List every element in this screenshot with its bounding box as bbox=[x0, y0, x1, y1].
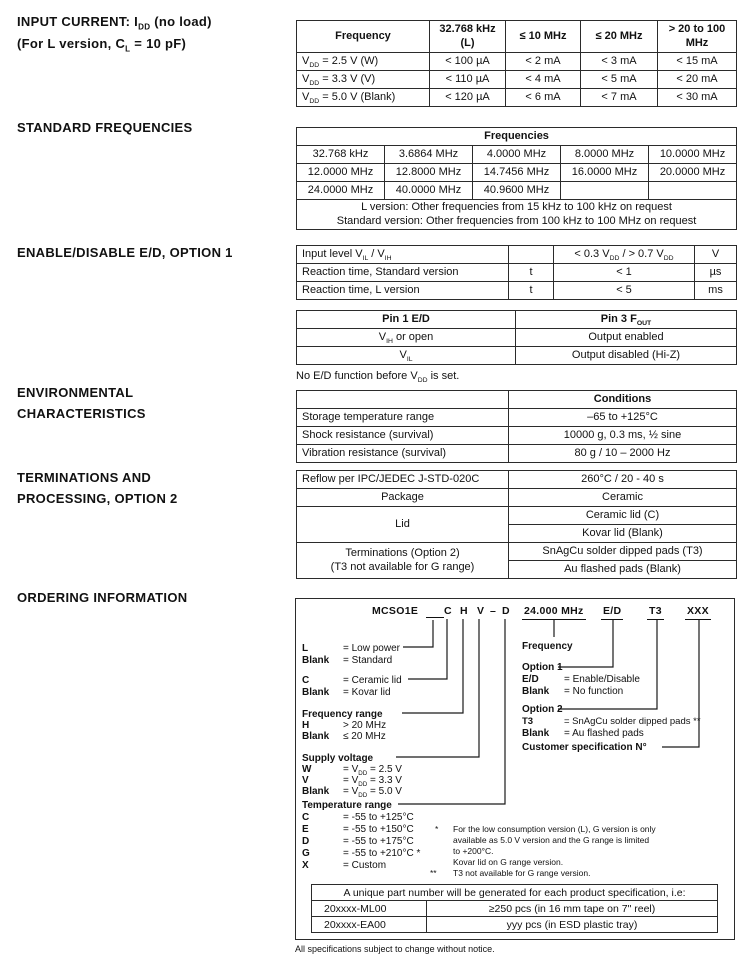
cell: < 100 µA bbox=[430, 53, 506, 71]
value-cell: Ceramic bbox=[509, 489, 737, 507]
table-row bbox=[297, 246, 737, 264]
terminations-heading-line1: TERMINATIONS AND bbox=[17, 470, 152, 485]
column-header: 32.768 kHz (L) bbox=[430, 21, 506, 53]
legend-supply-blank bbox=[302, 786, 402, 797]
row-label: Shock resistance (survival) bbox=[297, 427, 509, 445]
part-code-letter-d: D bbox=[502, 605, 510, 617]
terminations-heading-line2: PROCESSING, OPTION 2 bbox=[17, 491, 178, 506]
supply-voltage-header: Supply voltage bbox=[302, 753, 374, 764]
value-cell: Kovar lid (Blank) bbox=[509, 525, 737, 543]
frequency-cell: 14.7456 MHz bbox=[473, 164, 561, 182]
frequencies-note-cell bbox=[297, 200, 737, 230]
legend-value: ≤ 20 MHz bbox=[343, 731, 386, 742]
legend-key: C bbox=[302, 812, 310, 823]
frequency-label: Frequency bbox=[522, 641, 573, 652]
terminations-table bbox=[296, 470, 737, 579]
legend-option2-blank bbox=[522, 728, 644, 739]
row-label bbox=[297, 543, 509, 579]
part-number-cell: 20xxxx-ML00 bbox=[312, 901, 427, 917]
part-code-model: MCSO1E bbox=[372, 605, 419, 617]
legend-value: = No function bbox=[564, 686, 624, 697]
value-cell: –65 to +125°C bbox=[509, 409, 737, 427]
part-code-option2: T3 bbox=[647, 605, 664, 620]
legend-key: Blank bbox=[302, 786, 330, 797]
cell: < 4 mA bbox=[506, 71, 581, 89]
table-row bbox=[297, 329, 737, 347]
legend-key: W bbox=[302, 764, 312, 775]
unit-cell: µs bbox=[695, 264, 737, 282]
part-code-frequency: 24.000 MHz bbox=[522, 605, 586, 620]
legend-temp-c bbox=[302, 812, 414, 823]
row-label: Reaction time, L version bbox=[297, 282, 509, 300]
table-row bbox=[297, 427, 737, 445]
table-row bbox=[312, 917, 718, 933]
column-header: ≤ 10 MHz bbox=[506, 21, 581, 53]
ordering-information-heading: ORDERING INFORMATION bbox=[17, 590, 188, 605]
frequency-cell: 20.0000 MHz bbox=[649, 164, 737, 182]
legend-value: = -55 to +210°C * bbox=[343, 848, 421, 859]
legend-key: Blank bbox=[522, 686, 550, 697]
legend-value: = Custom bbox=[343, 860, 387, 871]
footnote-line: T3 not available for G range version. bbox=[453, 868, 591, 878]
legend-option1-ed bbox=[522, 674, 640, 685]
cell: < 120 µA bbox=[430, 89, 506, 107]
frequency-cell bbox=[561, 182, 649, 200]
legend-value: = Au flashed pads bbox=[564, 728, 644, 739]
legend-value: = $V_{DD} = 2.5$ V bbox=[343, 764, 402, 777]
footer-disclaimer: All specifications subject to change without notice. bbox=[295, 944, 495, 954]
cell: < 110 µA bbox=[430, 71, 506, 89]
cell: < 2 mA bbox=[506, 53, 581, 71]
legend-freq-h bbox=[302, 720, 386, 731]
frequency-cell bbox=[649, 182, 737, 200]
table-title: Frequencies bbox=[297, 128, 737, 146]
frequency-cell: 3.6864 MHz bbox=[385, 146, 473, 164]
legend-temp-d bbox=[302, 836, 414, 847]
legend-value: = -55 to +125°C bbox=[343, 812, 414, 823]
legend-key: X bbox=[302, 860, 309, 871]
row-label: Package bbox=[297, 489, 509, 507]
cell: < 5 mA bbox=[581, 71, 658, 89]
legend-value: = $V_{DD} = 3.3$ V bbox=[343, 775, 402, 788]
frequency-range-header: Frequency range bbox=[302, 709, 383, 720]
row-label: $V_{DD} = 5.0$ V (Blank) bbox=[297, 89, 430, 107]
footnote-line: to +200°C. bbox=[453, 846, 494, 856]
footnote-line: Kovar lid on G range version. bbox=[453, 857, 564, 867]
part-code-customer: XXX bbox=[685, 605, 711, 620]
legend-temp-x bbox=[302, 860, 386, 871]
frequency-cell: 24.0000 MHz bbox=[297, 182, 385, 200]
value-cell: < 5 bbox=[554, 282, 695, 300]
customer-specification-label: Customer specification N° bbox=[522, 742, 647, 753]
table-row bbox=[297, 471, 737, 489]
cell: < 3 mA bbox=[581, 53, 658, 71]
legend-value: = Low power bbox=[343, 643, 400, 654]
cell: < 30 mA bbox=[658, 89, 737, 107]
table-row bbox=[297, 182, 737, 200]
footnote-marker-2: ** bbox=[430, 868, 437, 878]
value-cell: < 1 bbox=[554, 264, 695, 282]
unit-cell: V bbox=[695, 246, 737, 264]
frequency-cell: 8.0000 MHz bbox=[561, 146, 649, 164]
part-code-option1: E/D bbox=[601, 605, 623, 620]
row-label: Reflow per IPC/JEDEC J-STD-020C bbox=[297, 471, 509, 489]
option2-header: Option 2 bbox=[522, 704, 563, 715]
cell: $V_{IH}$ or open bbox=[297, 329, 516, 347]
frequency-cell: 4.0000 MHz bbox=[473, 146, 561, 164]
part-number-cell: 20xxxx-EA00 bbox=[312, 917, 427, 933]
column-header: ≤ 20 MHz bbox=[581, 21, 658, 53]
frequency-cell: 12.0000 MHz bbox=[297, 164, 385, 182]
frequency-cell: 32.768 kHz bbox=[297, 146, 385, 164]
terminations-label-line1: Terminations (Option 2) bbox=[345, 547, 460, 560]
legend-value: = SnAgCu solder dipped pads ** bbox=[564, 716, 701, 727]
cell: Output enabled bbox=[516, 329, 737, 347]
legend-value: = Enable/Disable bbox=[564, 674, 640, 685]
legend-low-power bbox=[302, 643, 400, 654]
column-header: Pin 3 $F_{OUT}$ bbox=[516, 311, 737, 329]
terminations-label-line2: (T3 not available for G range) bbox=[330, 560, 475, 573]
row-label: Vibration resistance (survival) bbox=[297, 445, 509, 463]
frequency-cell: 16.0000 MHz bbox=[561, 164, 649, 182]
legend-key: L bbox=[302, 643, 309, 654]
legend-supply-w bbox=[302, 764, 402, 775]
legend-value: = $V_{DD} = 5.0$ V bbox=[343, 786, 402, 799]
environmental-heading-line2: CHARACTERISTICS bbox=[17, 406, 146, 421]
temperature-range-header: Temperature range bbox=[302, 800, 392, 811]
frequency-cell: 10.0000 MHz bbox=[649, 146, 737, 164]
legend-temp-e bbox=[302, 824, 414, 835]
frequencies-note-line2: Standard version: Other frequencies from 100 kHz to 100 MHz on request bbox=[336, 214, 697, 227]
legend-value: = Kovar lid bbox=[343, 687, 391, 698]
legend-key: Blank bbox=[302, 731, 330, 742]
frequencies-note-line1: L version: Other frequencies from 15 kHz to 100 kHz on request bbox=[361, 201, 672, 214]
enable-disable-heading: ENABLE/DISABLE E/D, OPTION 1 bbox=[17, 245, 233, 260]
legend-kovar-lid bbox=[302, 687, 391, 698]
ed-function-note: No E/D function before $V_{DD}$ is set. bbox=[296, 370, 460, 385]
row-label: Lid bbox=[297, 507, 509, 543]
cell: < 20 mA bbox=[658, 71, 737, 89]
legend-key: H bbox=[302, 720, 310, 731]
column-header: Conditions bbox=[509, 391, 737, 409]
input-current-heading-line1: INPUT CURRENT: $I_{DD}$ (no load) bbox=[17, 14, 212, 32]
legend-key: C bbox=[302, 675, 310, 686]
cell: $V_{IL}$ bbox=[297, 347, 516, 365]
symbol-cell: t bbox=[509, 282, 554, 300]
footnote-line: For the low consumption version (L), G version is only bbox=[453, 824, 656, 834]
value-cell: 10000 g, 0.3 ms, ½ sine bbox=[509, 427, 737, 445]
part-qty-cell: yyy pcs (in ESD plastic tray) bbox=[427, 917, 718, 933]
empty-header bbox=[297, 391, 509, 409]
cell: < 6 mA bbox=[506, 89, 581, 107]
value-cell: Ceramic lid (C) bbox=[509, 507, 737, 525]
legend-standard bbox=[302, 655, 392, 666]
ordering-diagram bbox=[295, 598, 735, 940]
legend-option1-blank bbox=[522, 686, 623, 697]
part-code-letter-h: H bbox=[460, 605, 468, 617]
value-cell: SnAgCu solder dipped pads (T3) bbox=[509, 543, 737, 561]
symbol-cell: t bbox=[509, 264, 554, 282]
row-label: $V_{DD} = 2.5$ V (W) bbox=[297, 53, 430, 71]
cell: Output disabled (Hi-Z) bbox=[516, 347, 737, 365]
legend-value: = -55 to +150°C bbox=[343, 824, 414, 835]
table-row bbox=[297, 264, 737, 282]
legend-value: = Ceramic lid bbox=[343, 675, 402, 686]
table-row bbox=[297, 347, 737, 365]
value-cell: 260°C / 20 - 40 s bbox=[509, 471, 737, 489]
table-row bbox=[297, 543, 737, 561]
legend-key: D bbox=[302, 836, 310, 847]
legend-supply-v bbox=[302, 775, 402, 786]
table-row bbox=[297, 89, 737, 107]
value-cell: < 0.3 $V_{DD}$ / > 0.7 $V_{DD}$ bbox=[554, 246, 695, 264]
frequency-cell: 40.0000 MHz bbox=[385, 182, 473, 200]
footnote-line: available as 5.0 V version and the G range is limited bbox=[453, 835, 650, 845]
table-row bbox=[297, 164, 737, 182]
standard-frequencies-heading: STANDARD FREQUENCIES bbox=[17, 120, 193, 135]
value-cell: 80 g / 10 – 2000 Hz bbox=[509, 445, 737, 463]
legend-value: = Standard bbox=[343, 655, 393, 666]
frequencies-table bbox=[296, 127, 737, 230]
legend-temp-g bbox=[302, 848, 420, 859]
pin-function-table bbox=[296, 310, 737, 365]
column-header: Frequency bbox=[297, 21, 430, 53]
input-current-heading-line2: (For L version, $C_L = 10$ pF) bbox=[17, 36, 187, 54]
footnote-marker-1: * bbox=[435, 824, 439, 834]
legend-option2-t3 bbox=[522, 716, 701, 727]
legend-value: > 20 MHz bbox=[343, 720, 387, 731]
row-label: Reaction time, Standard version bbox=[297, 264, 509, 282]
option1-header: Option 1 bbox=[522, 662, 563, 673]
table-row bbox=[312, 901, 718, 917]
column-header: > 20 to 100 MHz bbox=[658, 21, 737, 53]
table-row bbox=[297, 489, 737, 507]
frequency-cell: 12.8000 MHz bbox=[385, 164, 473, 182]
environmental-heading-line1: ENVIRONMENTAL bbox=[17, 385, 134, 400]
legend-key: E bbox=[302, 824, 309, 835]
part-qty-cell: ≥250 pcs (in 16 mm tape on 7" reel) bbox=[427, 901, 718, 917]
unit-cell: ms bbox=[695, 282, 737, 300]
table-row bbox=[297, 53, 737, 71]
legend-key: T3 bbox=[522, 716, 534, 727]
legend-key: Blank bbox=[302, 687, 330, 698]
table-row bbox=[297, 409, 737, 427]
row-label: $V_{DD} = 3.3$ V (V) bbox=[297, 71, 430, 89]
frequency-cell: 40.9600 MHz bbox=[473, 182, 561, 200]
cell: < 15 mA bbox=[658, 53, 737, 71]
legend-key: E/D bbox=[522, 674, 539, 685]
table-row bbox=[297, 71, 737, 89]
symbol-cell bbox=[509, 246, 554, 264]
legend-ceramic-lid bbox=[302, 675, 402, 686]
part-number-table bbox=[311, 884, 718, 933]
part-code-letter-v: V bbox=[477, 605, 485, 617]
row-label: Input level $V_{IL} / V_{IH}$ bbox=[297, 246, 509, 264]
part-code-letter-c: C bbox=[444, 605, 452, 617]
legend-key: G bbox=[302, 848, 310, 859]
cell: < 7 mA bbox=[581, 89, 658, 107]
table-row bbox=[297, 282, 737, 300]
legend-value: = -55 to +175°C bbox=[343, 836, 414, 847]
column-header: Pin 1 E/D bbox=[297, 311, 516, 329]
part-code-dash: – bbox=[490, 605, 497, 617]
table-row bbox=[297, 445, 737, 463]
legend-key: V bbox=[302, 775, 309, 786]
table-row bbox=[297, 146, 737, 164]
input-current-table bbox=[296, 20, 737, 107]
table-row bbox=[297, 507, 737, 525]
legend-key: Blank bbox=[302, 655, 330, 666]
part-code-blank-underline bbox=[426, 605, 444, 618]
row-label: Storage temperature range bbox=[297, 409, 509, 427]
enable-disable-spec-table bbox=[296, 245, 737, 300]
environmental-table bbox=[296, 390, 737, 463]
legend-key: Blank bbox=[522, 728, 550, 739]
legend-freq-blank bbox=[302, 731, 386, 742]
value-cell: Au flashed pads (Blank) bbox=[509, 561, 737, 579]
part-number-title: A unique part number will be generated for each product specification, i.e: bbox=[312, 885, 718, 901]
